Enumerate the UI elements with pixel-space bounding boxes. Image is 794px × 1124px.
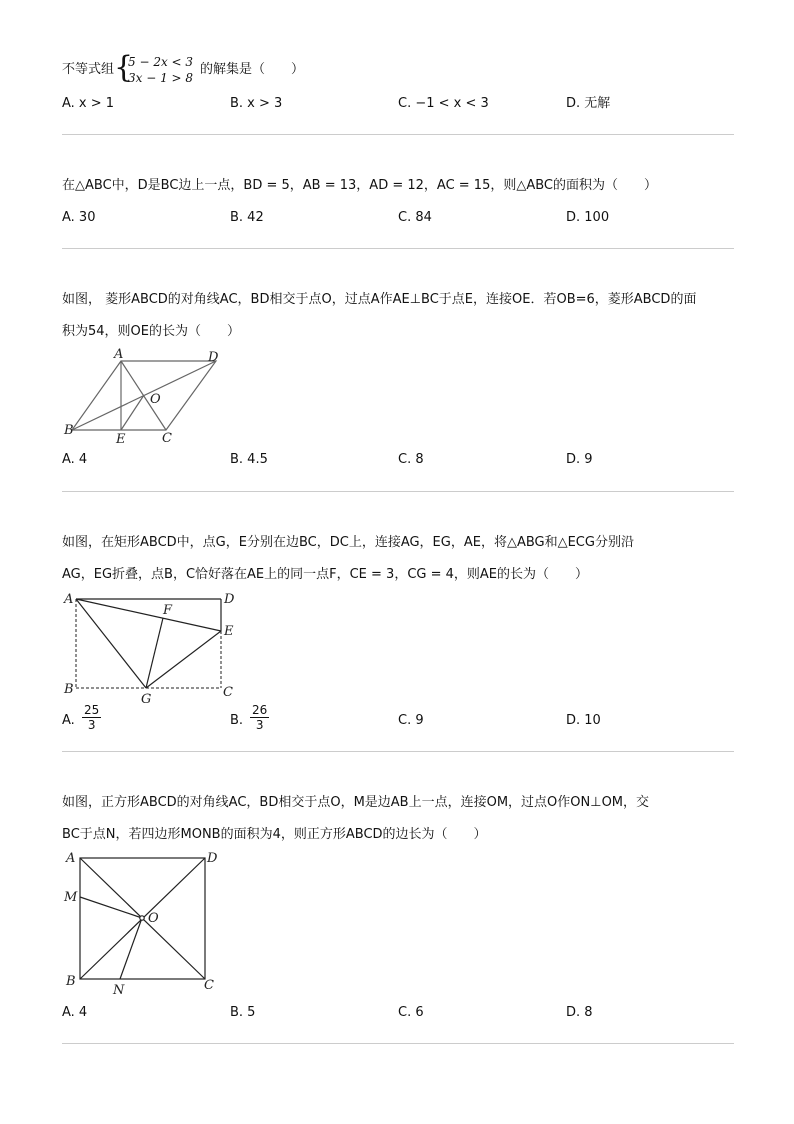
- option-d[interactable]: D. 9: [566, 452, 593, 467]
- divider: [62, 1043, 734, 1044]
- label-e: E: [116, 432, 126, 447]
- option-d[interactable]: D. 无解: [566, 96, 611, 111]
- question-4-stem-line1: 如图，在矩形ABCD中，点G，E分别在边BC，DC上，连接AG，EG，AE，将△ABG和△ECG分别沿: [62, 535, 634, 550]
- label-b: B: [64, 423, 74, 438]
- system-line-1: 5 − 2x < 3: [128, 55, 194, 69]
- square-figure: [62, 849, 232, 999]
- option-a[interactable]: A. 30: [62, 210, 96, 225]
- question-4: [62, 533, 734, 738]
- question-2-stem: 在△ABC中，D是BC边上一点，BD = 5，AB = 13，AD = 12，AC = 15，则△ABC的面积为（ ）: [62, 178, 658, 193]
- label-e: E: [224, 624, 234, 639]
- question-5: [62, 793, 734, 1023]
- question-1-stem-prefix: 不等式组: [62, 62, 115, 77]
- label-c: C: [162, 431, 172, 446]
- question-5-stem-line2: BC于点N，若四边形MONB的面积为4，则正方形ABCD的边长为（ ）: [62, 827, 487, 842]
- option-a[interactable]: A. 4: [62, 452, 88, 467]
- label-d: D: [207, 851, 218, 866]
- option-a-denominator: 3: [87, 718, 96, 732]
- question-1: [62, 52, 734, 122]
- option-a[interactable]: A. x > 1: [62, 96, 115, 111]
- option-b-numerator: 26: [252, 703, 268, 717]
- label-c: C: [223, 685, 233, 700]
- label-a: A: [66, 851, 76, 866]
- option-c[interactable]: C. 8: [398, 452, 424, 467]
- question-3-stem-line1: 如图， 菱形ABCD的对角线AC，BD相交于点O，过点A作AE⊥BC于点E，连接OE．若OB=6，菱形ABCD的面: [62, 292, 697, 307]
- option-c[interactable]: C. 84: [398, 210, 432, 225]
- question-4-stem-line2: AG，EG折叠，点B，C恰好落在AE上的同一点F，CE = 3，CG = 4，则AE的长为（ ）: [62, 567, 589, 582]
- label-o: O: [148, 911, 159, 926]
- question-5-stem-line1: 如图，正方形ABCD的对角线AC，BD相交于点O，M是边AB上一点，连接OM，过点O作ON⊥OM，交: [62, 795, 650, 810]
- label-o: O: [150, 392, 161, 407]
- option-c[interactable]: C. −1 < x < 3: [398, 96, 489, 111]
- label-d: D: [208, 350, 219, 365]
- divider: [62, 248, 734, 249]
- option-a[interactable]: A. 4: [62, 1005, 88, 1020]
- option-b-fraction[interactable]: [250, 703, 269, 732]
- label-g: G: [141, 692, 152, 707]
- label-b: B: [66, 974, 76, 989]
- option-b[interactable]: B. x > 3: [230, 96, 283, 111]
- rectangle-fold-figure: [62, 589, 262, 709]
- question-3: [62, 290, 734, 475]
- option-d[interactable]: D. 100: [566, 210, 610, 225]
- label-b: B: [64, 682, 74, 697]
- rhombus-figure: [62, 348, 232, 448]
- label-d: D: [224, 592, 235, 607]
- option-a-numerator: 25: [84, 703, 100, 717]
- label-c: C: [204, 978, 214, 993]
- label-a: A: [64, 592, 74, 607]
- option-b[interactable]: B. 42: [230, 210, 264, 225]
- option-a-fraction[interactable]: [82, 703, 101, 732]
- question-2: [62, 176, 734, 226]
- option-a-prefix[interactable]: A.: [62, 713, 75, 728]
- option-c[interactable]: C. 9: [398, 713, 424, 728]
- divider: [62, 751, 734, 752]
- option-d[interactable]: D. 10: [566, 713, 601, 728]
- option-b-prefix[interactable]: B.: [230, 713, 244, 728]
- label-m: M: [64, 890, 78, 905]
- option-c[interactable]: C. 6: [398, 1005, 424, 1020]
- system-brace: {: [114, 50, 134, 85]
- divider: [62, 134, 734, 135]
- option-b[interactable]: B. 4.5: [230, 452, 268, 467]
- label-f: F: [163, 603, 173, 618]
- label-a: A: [114, 348, 124, 362]
- option-b-denominator: 3: [255, 718, 264, 732]
- system-line-2: 3x − 1 > 8: [128, 71, 194, 85]
- question-1-stem-suffix: 的解集是（ ）: [200, 62, 305, 77]
- option-d[interactable]: D. 8: [566, 1005, 593, 1020]
- option-b[interactable]: B. 5: [230, 1005, 256, 1020]
- label-n: N: [113, 983, 125, 998]
- question-3-stem-line2: 积为54，则OE的长为（ ）: [62, 324, 240, 339]
- divider: [62, 491, 734, 492]
